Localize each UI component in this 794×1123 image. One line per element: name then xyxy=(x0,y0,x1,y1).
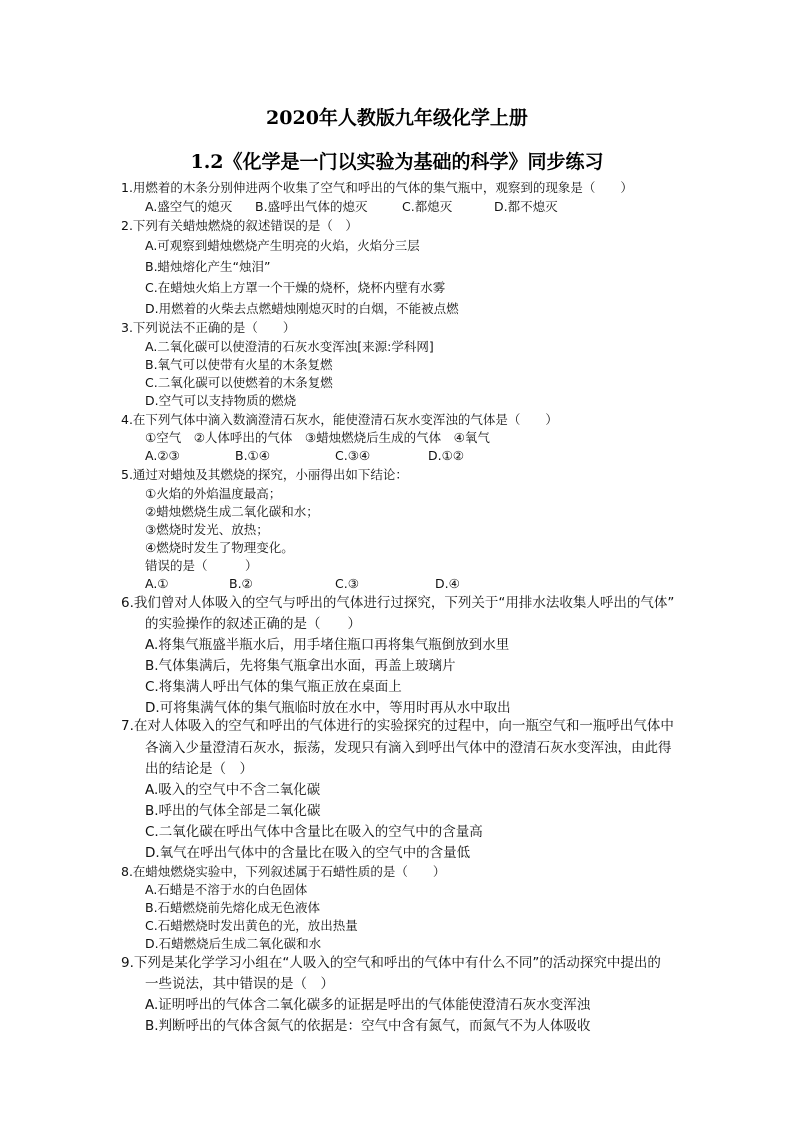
option-c: C.二氧化碳可以使燃着的木条复燃 xyxy=(145,375,333,390)
option-a: A.将集气瓶盛半瓶水后，用手堵住瓶口再将集气瓶倒放到水里 xyxy=(145,637,510,653)
option-c: C.在蜡烛火焰上方罩一个干燥的烧杯，烧杯内壁有水雾 xyxy=(145,280,446,295)
question-3-stem: 3.下列说法不正确的是（ ） xyxy=(121,320,296,335)
question-9-stem-line1: 9.下列是某化学学习小组在“人吸入的空气和呼出的气体中有什么不同”的活动探究中提出的 xyxy=(121,955,661,971)
option-b: B.氧气可以使带有火星的木条复燃 xyxy=(145,357,333,372)
option-d: D.可将集满气体的集气瓶临时放在水中，等用时再从水中取出 xyxy=(145,700,511,716)
question-5-options xyxy=(145,574,460,593)
option-c: C.都熄灭 xyxy=(402,199,453,214)
option-c: C.石蜡燃烧时发出黄色的光，放出热量 xyxy=(145,918,358,933)
option-d: D.氧气在呼出气体中的含量比在吸入的空气中的含量低 xyxy=(145,845,471,861)
conclusion-4: ④燃烧时发生了物理变化。 xyxy=(145,540,294,555)
question-2-stem: 2.下列有关蜡烛燃烧的叙述错误的是（ ） xyxy=(121,218,358,233)
option-a: A.证明呼出的气体含二氧化碳多的证据是呼出的气体能使澄清石灰水变浑浊 xyxy=(145,997,591,1013)
option-d: D.石蜡燃烧后生成二氧化碳和水 xyxy=(145,936,322,951)
option-d: D.都不熄灭 xyxy=(494,199,558,214)
option-c: C.③ xyxy=(335,576,359,591)
option-a: A.盛空气的熄灭 xyxy=(145,199,233,214)
option-c: C.③④ xyxy=(335,448,371,463)
question-9-stem-line2: 一些说法，其中错误的是（ ） xyxy=(145,976,334,992)
option-b: B.①④ xyxy=(235,448,270,463)
option-b: B.盛呼出气体的熄灭 xyxy=(255,199,368,214)
option-b: B.石蜡燃烧前先熔化成无色液体 xyxy=(145,900,321,915)
option-a: A.可观察到蜡烛燃烧产生明亮的火焰，火焰分三层 xyxy=(145,238,420,253)
question-5-ask: 错误的是（ ） xyxy=(145,558,258,573)
question-7-stem-line2: 各滴入少量澄清石灰水，振荡，发现只有滴入到呼出气体中的澄清石灰水变浑浊，由此得 xyxy=(145,740,672,756)
option-b: B.蜡烛熔化产生“烛泪” xyxy=(145,259,271,274)
option-a: A.吸入的空气中不含二氧化碳 xyxy=(145,782,321,798)
document-title: 2020年人教版九年级化学上册 xyxy=(266,107,528,129)
option-a: A.②③ xyxy=(145,448,180,463)
question-4-options xyxy=(145,446,464,465)
option-b: B.气体集满后，先将集气瓶拿出水面，再盖上玻璃片 xyxy=(145,658,456,674)
option-b: B.② xyxy=(229,576,253,591)
question-7-stem-line1: 7.在对人体吸入的空气和呼出的气体进行的实验探究的过程中，向一瓶空气和一瓶呼出气体中 xyxy=(121,718,674,734)
option-d: D.①② xyxy=(428,448,465,463)
option-b: B.判断呼出的气体含氮气的依据是：空气中含有氮气，而氮气不为人体吸收 xyxy=(145,1018,591,1034)
question-7-stem-line3: 出的结论是（ ） xyxy=(145,761,253,777)
option-d: D.④ xyxy=(435,576,460,591)
document-subtitle: 1.2《化学是一门以实验为基础的科学》同步练习 xyxy=(190,151,604,173)
question-4-stem: 4.在下列气体中滴入数滴澄清石灰水，能使澄清石灰水变浑浊的气体是（ ） xyxy=(121,412,558,427)
option-a: A.二氧化碳可以使澄清的石灰水变浑浊[来源:学科网] xyxy=(145,339,434,354)
option-b: B.呼出的气体全部是二氧化碳 xyxy=(145,803,321,819)
option-d: D.用燃着的火柴去点燃蜡烛刚熄灭时的白烟，不能被点燃 xyxy=(145,301,459,316)
question-6-stem-line2: 的实验操作的叙述正确的是（ ） xyxy=(145,616,361,632)
question-6-stem-line1: 6.我们曾对人体吸入的空气与呼出的气体进行过探究，下列关于“用排水法收集人呼出的气体” xyxy=(121,595,675,611)
option-c: C.将集满人呼出气体的集气瓶正放在桌面上 xyxy=(145,679,402,695)
question-1-stem: 1.用燃着的木条分别伸进两个收集了空气和呼出的气体的集气瓶中，观察到的现象是（ ） xyxy=(121,180,633,195)
option-c: C.二氧化碳在呼出气体中含量比在吸入的空气中的含量高 xyxy=(145,824,483,840)
question-5-stem: 5.通过对蜡烛及其燃烧的探究，小丽得出如下结论： xyxy=(121,467,408,482)
option-a: A.① xyxy=(145,576,169,591)
option-d: D.空气可以支持物质的燃烧 xyxy=(145,393,297,408)
question-1-options xyxy=(145,197,558,216)
option-a: A.石蜡是不溶于水的白色固体 xyxy=(145,882,308,897)
conclusion-3: ③燃烧时发光、放热； xyxy=(145,522,269,537)
conclusion-2: ②蜡烛燃烧生成二氧化碳和水； xyxy=(145,504,319,519)
conclusion-1: ①火焰的外焰温度最高； xyxy=(145,486,282,501)
question-4-items: ①空气 ②人体呼出的气体 ③蜡烛燃烧后生成的气体 ④氧气 xyxy=(145,430,490,445)
question-8-stem: 8.在蜡烛燃烧实验中，下列叙述属于石蜡性质的是（ ） xyxy=(121,864,446,879)
